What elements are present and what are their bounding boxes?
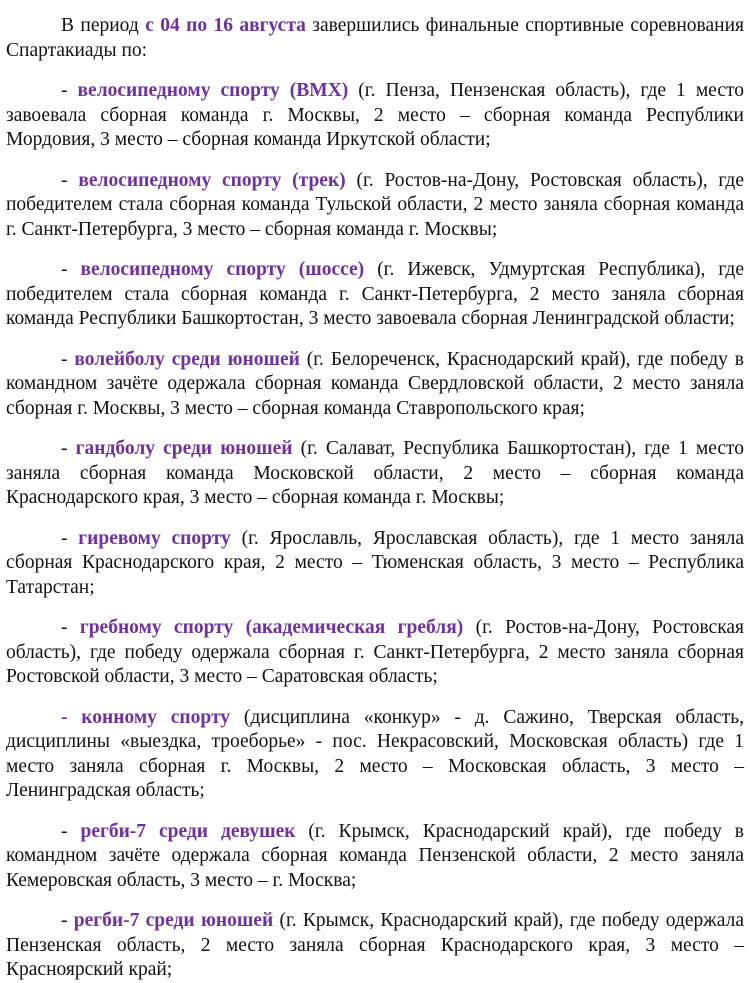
item-details: (г. Ростов-на-Дону, Ростовская область), где победу одержала сборная г. Санкт-Петербурга, 2 место заняла сборная Ростовской области, 3 место – Саратовская область;	[6, 617, 744, 687]
list-item-rowing	[6, 616, 744, 690]
sport-name: велосипедному спорту (шоссе)	[80, 259, 365, 280]
item-details: (г. Крымск, Краснодарский край), где победу одержала Пензенская область, 2 место заняла сборная Краснодарского края, 3 место – Красноярский край;	[6, 910, 744, 980]
intro-suffix: завершились финальные спортивные соревнования Спартакиады по:	[6, 15, 744, 61]
sport-name: велосипедному спорту (ВМХ)	[77, 80, 349, 101]
item-dash: -	[61, 80, 78, 101]
item-dash: -	[61, 348, 75, 370]
item-dash: -	[61, 527, 79, 549]
sport-name: волейболу среди юношей	[74, 348, 300, 370]
date-range-highlight: с 04 по 16 августа	[145, 15, 306, 36]
item-dash: -	[61, 259, 81, 280]
item-details: (г. Пенза, Пензенская область), где 1 место завоевала сборная команда г. Москвы, 2 место – сборная команда Республики Мордовия, 3 место – сборная команда Иркутской области;	[6, 80, 744, 150]
list-item-volleyball	[6, 348, 744, 422]
item-details: (г. Ростов-на-Дону, Ростовская область), где победителем стала сборная команда Тульской области, 2 место заняла сборная команда г. Санкт-Петербурга, 3 место – сборная команда г. Москвы;	[6, 169, 745, 240]
list-item-rugby-girls	[6, 820, 744, 894]
sport-name: регби-7 среди юношей	[73, 910, 274, 931]
list-item-road	[6, 258, 744, 332]
item-dash: -	[61, 617, 80, 638]
sport-name: гиревому спорту	[78, 527, 231, 549]
item-dash: -	[61, 438, 76, 459]
item-details: (г. Салават, Республика Башкортостан), где 1 место заняла сборная команда Московской области, 2 место – сборная команда Краснодарского края, 3 место – сборная команда г. Москвы;	[6, 438, 745, 508]
item-dash: -	[61, 820, 81, 842]
list-item-kettlebell	[6, 527, 744, 601]
list-item-bmx	[6, 79, 744, 153]
list-item-handball	[6, 437, 744, 511]
item-dash: -	[61, 169, 79, 191]
sport-name: регби-7 среди девушек	[80, 820, 296, 842]
sport-name: велосипедному спорту (трек)	[78, 169, 346, 191]
item-details: (г. Крымск, Краснодарский край), где победу в командном зачёте одержала сборная команда Пензенской области, 2 место заняла Кемеровская область, 3 место – г. Москва;	[6, 820, 744, 891]
list-item-rugby-boys	[6, 909, 744, 983]
item-details: (г. Белореченск, Краснодарский край), где победу в командном зачёте одержала сборная команда Свердловской области, 2 место заняла сборная г. Москвы, 3 место – сборная команда Ставропольского края;	[6, 348, 744, 419]
list-item-equestrian	[6, 706, 744, 804]
item-details: (г. Ярославль, Ярославская область), где 1 место заняла сборная Краснодарского края, 2 место – Тюменская область, 3 место – Республика Татарстан;	[6, 527, 745, 598]
sport-name: гандболу среди юношей	[75, 438, 293, 459]
intro-prefix: В период	[61, 15, 146, 36]
item-details: (дисциплина «конкур» - д. Сажино, Тверская область, дисциплины «выездка, троеборье» - пос. Некрасовский, Московская область) где 1 место заняла сборная г. Москвы, 2 место – Московская область, 3 место – Ленинградская область;	[6, 706, 744, 801]
item-dash: -	[61, 910, 74, 931]
sport-name: гребному спорту (академическая гребля)	[79, 617, 464, 638]
intro-paragraph	[6, 14, 744, 63]
sport-name: - конному спорту	[61, 706, 231, 728]
list-item-track	[6, 169, 744, 243]
item-details: (г. Ижевск, Удмуртская Республика), где победителем стала сборная команда г. Санкт-Петербурга, 2 место заняла сборная команда Республики Башкортостан, 3 место завоевала сборная Ленинградской области;	[6, 259, 744, 329]
